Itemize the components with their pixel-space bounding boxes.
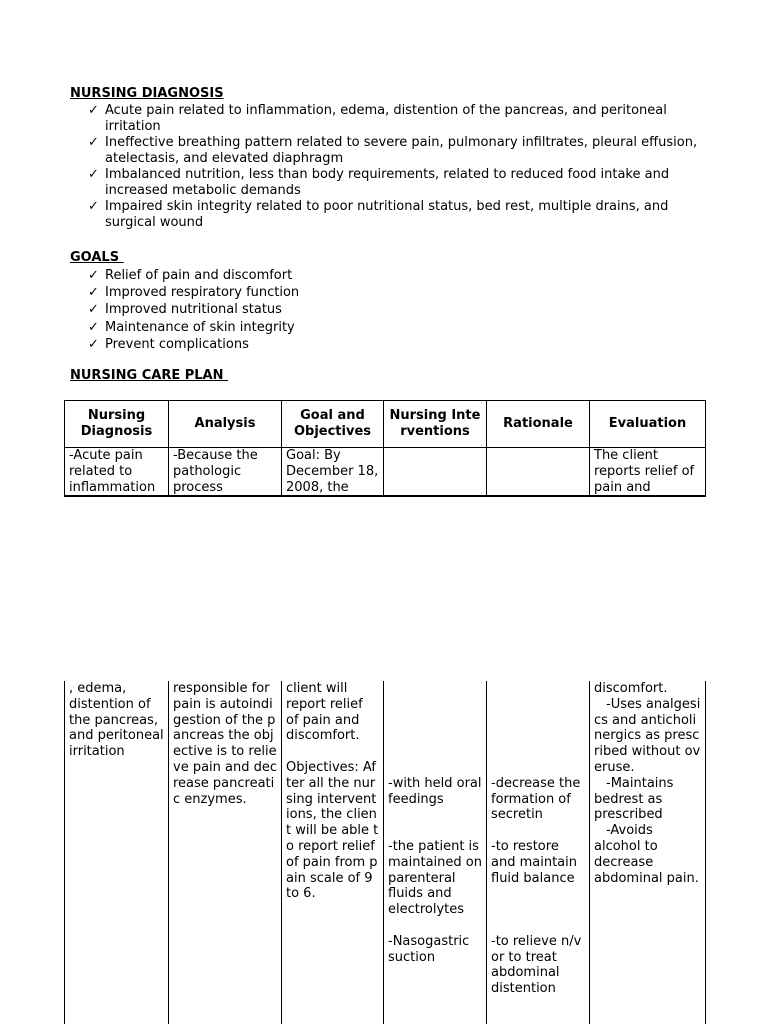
care-plan-table-top (64, 400, 706, 497)
intervention-item: -with held oral feedings (388, 775, 482, 807)
cell-interventions (384, 448, 487, 497)
cell-analysis: responsible for pain is autoindigestion of the pancreas the objective is to relieve pain and decrease pancreatic enzymes. (169, 681, 282, 1024)
checkmark-icon: ✓ (88, 319, 99, 335)
list-item: ✓ Prevent complications (88, 336, 249, 352)
header-goal-objectives: Goal and Objectives (282, 401, 384, 448)
list-item: ✓ Relief of pain and discomfort (88, 268, 293, 283)
table-header-row (65, 401, 706, 448)
list-item: ✓ Improved nutritional status (88, 302, 282, 318)
evaluation-item: -Avoids alcohol to decrease abdominal pain. (594, 823, 699, 886)
list-item: ✓ Acute pain related to inflammation, edema, distention of the pancreas, and peritoneal irritation (88, 103, 667, 134)
nursing-diagnosis-list (88, 103, 708, 231)
list-item: ✓ Maintenance of skin integrity (88, 319, 295, 335)
intervention-item: -the patient is maintained on parenteral fluids and electrolytes (388, 838, 482, 918)
objectives-text: Objectives: After all the nursing interventions, the client will be able to report relief of pain from pain scale of 9 to 6. (286, 759, 379, 902)
cell-goal: Goal: By December 18, 2008, the (282, 448, 384, 497)
rationale-item: -to relieve n/v or to treat abdominal distention (491, 933, 582, 997)
cell-diagnosis: -Acute pain related to inflammation (65, 448, 169, 497)
list-item: ✓ Impaired skin integrity related to poor nutritional status, bed rest, multiple drains, and surgical wound (88, 199, 669, 230)
rationale-item: -decrease the formation of secretin (491, 775, 581, 823)
list-item: ✓ Improved respiratory function (88, 285, 300, 301)
header-nursing-diagnosis: Nursing Diagnosis (65, 401, 169, 448)
checkmark-icon: ✓ (88, 268, 99, 283)
rationale-item: -to restore and maintain fluid balance (491, 838, 577, 886)
list-item: ✓ Ineffective breathing pattern related to severe pain, pulmonary infiltrates, pleural effusion, atelectasis, and elevated diaphragm (88, 135, 698, 166)
care-plan-table-continued (64, 681, 706, 1024)
cell-rationale (487, 681, 590, 1024)
checkmark-icon: ✓ (88, 302, 99, 318)
cell-goal-objectives (282, 681, 384, 1024)
care-plan-heading: NURSING CARE PLAN (70, 368, 229, 383)
cell-diagnosis: , edema, distention of the pancreas, and peritoneal irritation (65, 681, 169, 1024)
goals-heading: GOALS (70, 250, 124, 265)
evaluation-item: -Maintains bedrest as prescribed (594, 775, 674, 823)
goals-list (88, 267, 688, 353)
evaluation-item: -Uses analgesics and anticholinergics as prescribed without overuse. (594, 696, 701, 775)
goal-text: client will report relief of pain and discomfort. (286, 681, 363, 744)
cell-evaluation: The client reports relief of pain and (590, 448, 706, 497)
header-nursing-interventions: Nursing Interventions (384, 401, 487, 448)
cell-interventions (384, 681, 487, 1024)
header-evaluation: Evaluation (590, 401, 706, 448)
table-row (65, 681, 706, 1024)
checkmark-icon: ✓ (88, 285, 99, 301)
list-item: ✓ Imbalanced nutrition, less than body requirements, related to reduced food intake and increased metabolic demands (88, 167, 670, 198)
checkmark-icon: ✓ (88, 135, 99, 150)
cell-analysis: -Because the pathologic process (169, 448, 282, 497)
checkmark-icon: ✓ (88, 167, 99, 182)
table-row (65, 448, 706, 497)
intervention-item: -Nasogastric suction (388, 933, 470, 965)
evaluation-item: discomfort. (594, 681, 668, 696)
checkmark-icon: ✓ (88, 199, 99, 214)
cell-evaluation (590, 681, 706, 1024)
header-analysis: Analysis (169, 401, 282, 448)
header-rationale: Rationale (487, 401, 590, 448)
checkmark-icon: ✓ (88, 103, 99, 118)
cell-rationale (487, 448, 590, 497)
checkmark-icon: ✓ (88, 336, 99, 352)
nursing-diagnosis-heading: NURSING DIAGNOSIS (70, 86, 224, 101)
